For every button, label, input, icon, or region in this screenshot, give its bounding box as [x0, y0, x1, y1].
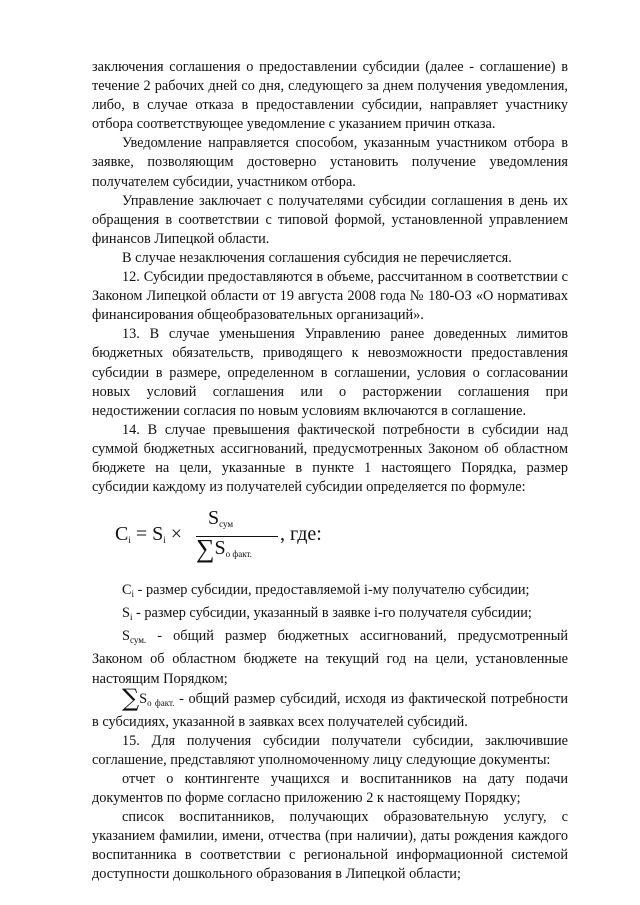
paragraph-report: отчет о контингенте учащихся и воспитанников на дату подачи документов по форме согласно приложению 2 к настоящему Порядку;: [92, 771, 568, 807]
paragraph-14: 14. В случае превышения фактической потребности в субсидии над суммой бюджетных ассигнований, предусмотренных Законом об областном бюджете на цели, указанные в пункте 1 настоящего Порядка, размер субсидии каждому из получателей субсидии определяется по формуле:: [92, 421, 568, 496]
paragraph-4: В случае незаключения соглашения субсидия не перечисляется.: [122, 249, 512, 266]
document-page: [92, 58, 568, 885]
formula-lhs: $C_i = S_i$ ×: [115, 523, 183, 546]
subsidy-formula: [92, 509, 568, 565]
paragraph-12: 12. Субсидии предоставляются в объеме, рассчитанном в соответствии с Законом Липецкой области от 19 августа 2008 года № 180-ОЗ «О нормативах финансирования общеобразовательных организаций».: [92, 269, 568, 324]
paragraph-1: заключения соглашения о предоставлении субсидии (далее - соглашение) в течение 2 рабочих дней со дня, следующего за днем получения уведомления, либо, в случае отказа в предоставлении субсидии, направляет участнику отбора соответствующее уведомление с указанием причин отказа.: [92, 59, 568, 133]
definition-ssum: $S_{сум.}$ - общий размер бюджетных ассигнований, предусмотренный Законом об областном бюджете на текущий год на цели, установленные настоящим Порядком;: [92, 628, 568, 687]
sigma-icon: ∑: [122, 683, 140, 712]
paragraph-2: Уведомление направляется способом, указанным участником отбора в заявке, позволяющим достоверно установить получение уведомления получателем субсидии, участником отбора.: [92, 135, 568, 190]
paragraph-13: 13. В случае уменьшения Управлению ранее доведенных лимитов бюджетных обязательств, приводящего к невозможности предоставления субсидии в размере, определенном в соглашении, условия о согласовании новых условий соглашения или о расторжении соглашения при недостижении согласия по новым условиям включаются в соглашение.: [92, 326, 568, 419]
definition-ci: $C_i$ - размер субсидии, предоставляемой i-му получателю субсидии;: [122, 582, 530, 600]
definition-si: $S_i$ - размер субсидии, указанный в заявке i-го получателя субсидии;: [122, 605, 532, 623]
formula-numerator: $S_{сум}$: [208, 507, 234, 530]
paragraph-list: список воспитанников, получающих образовательную услугу, с указанием фамилии, имени, отчества (при наличии), даты рождения каждого воспитанника в соответствии с региональной информационной системой доступности дошкольного образования в Липецкой области;: [92, 809, 568, 883]
definition-sigma-sfact: $\sum S_{о факт.}$ - общий размер субсидий, исходя из фактической потребности в субсидиях, указанной в заявках всех получателей субсидий.: [92, 683, 568, 730]
paragraph-15: 15. Для получения субсидии получатели субсидии, заключившие соглашение, представляют уполномоченному лицу следующие документы:: [92, 732, 568, 768]
formula-tail: , где:: [280, 523, 322, 546]
sigma-icon: ∑: [196, 534, 215, 564]
formula-denominator: $\sum S_{о факт.}$: [196, 534, 253, 564]
paragraph-3: Управление заключает с получателями субсидии соглашения в день их обращения в соответствии с типовой формой, установленной управлением финансов Липецкой области.: [92, 192, 568, 247]
